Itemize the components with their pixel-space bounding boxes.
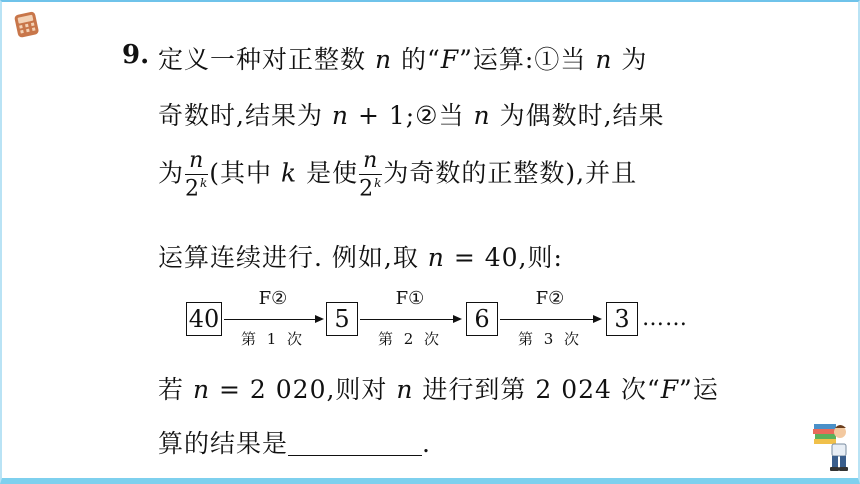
problem-line-5: 若 n = 2 020,则对 n 进行到第 2 024 次“F”运	[158, 375, 719, 404]
flow-value-box: 6	[466, 302, 498, 336]
problem-line-1: 定义一种对正整数 n 的“F”运算:①当 n 为	[158, 45, 648, 74]
flow-value-box: 5	[326, 302, 358, 336]
problem-line-3: 为 $\frac{n}{2^k}$ (其中 k 是使 $\frac{n}{2^k}$ 为奇数的正整数),并且	[158, 148, 638, 202]
flow-arrow	[224, 319, 322, 320]
problem-line-4: 运算连续进行. 例如,取 n = 40,则:	[158, 243, 563, 272]
flow-op-label: F②	[258, 288, 288, 309]
problem-line-6: 算的结果是 .	[158, 429, 431, 458]
flow-ellipsis: ……	[642, 306, 688, 331]
flow-arrow	[360, 319, 460, 320]
fraction-n-over-2k: $\frac{n}{2^k}$	[185, 148, 209, 202]
flow-step-label: 第 2 次	[377, 330, 443, 348]
answer-blank[interactable]	[288, 431, 422, 456]
flow-step-label: 第 3 次	[517, 330, 583, 348]
flow-op-label: F①	[395, 288, 425, 309]
flow-value-box: 3	[606, 302, 638, 336]
flow-step-label: 第 1 次	[240, 330, 306, 348]
problem-line-2: 奇数时,结果为 n + 1;②当 n 为偶数时,结果	[158, 101, 665, 130]
question-number: 9.	[122, 40, 150, 70]
flow-arrow	[500, 319, 600, 320]
student-with-books-icon	[810, 420, 850, 472]
flow-value-box: 40	[186, 302, 222, 336]
fraction-n-over-2k-second: $\frac{n}{2^k}$	[359, 148, 383, 202]
flow-op-label: F②	[535, 288, 565, 309]
